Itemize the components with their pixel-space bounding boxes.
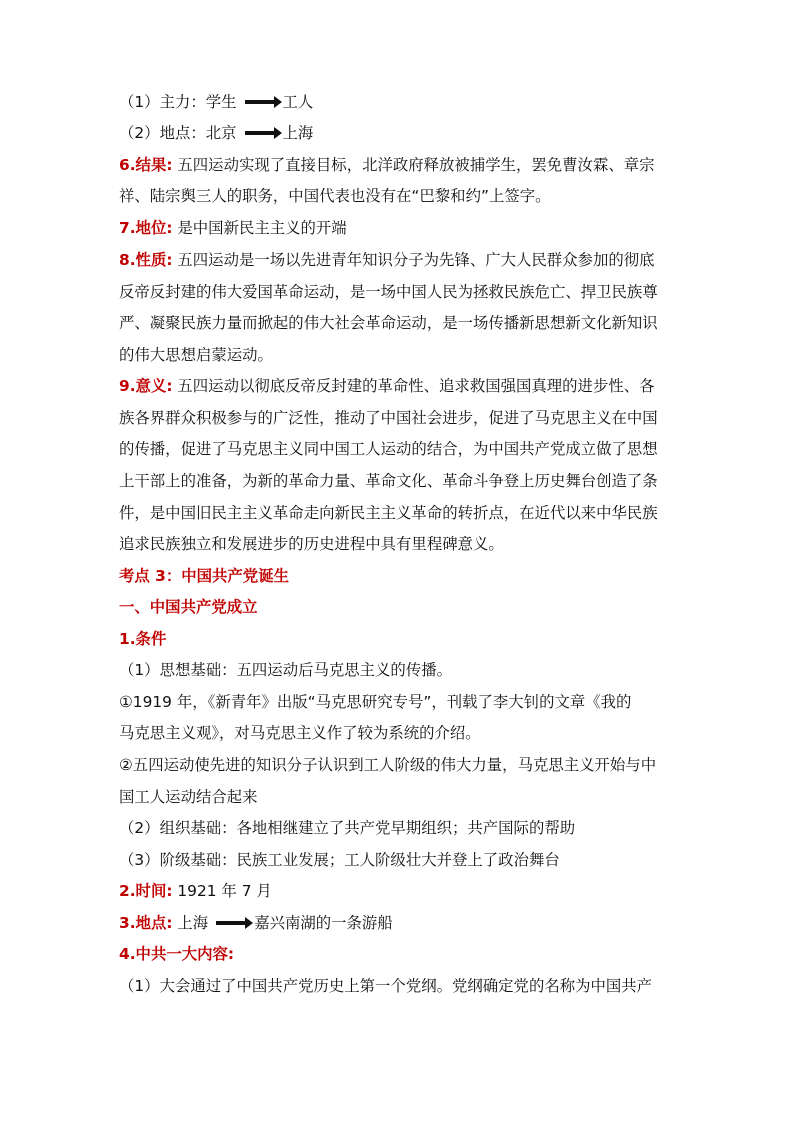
text-line: [119, 566, 679, 586]
heading-text: 4.中共一大内容:: [119, 945, 235, 963]
text-line: [119, 818, 679, 838]
body-text: 工人: [282, 93, 314, 111]
body-text: 件，是中国旧民主主义革命走向新民主主义革命的转折点，在近代以来中华民族: [119, 504, 658, 522]
body-text: 的伟大思想启蒙运动。: [119, 346, 273, 364]
body-text: 反帝反封建的伟大爱国革命运动，是一场中国人民为拯救民族危亡、捍卫民族尊: [119, 283, 658, 301]
text-line: [119, 755, 679, 775]
text-line: [119, 250, 679, 270]
body-text: 马克思主义观》，对马克思主义作了较为系统的介绍。: [119, 724, 481, 742]
heading-text: 7.地位:: [119, 219, 173, 237]
heading-text: 一、中国共产党成立: [119, 598, 258, 616]
text-line: [119, 913, 679, 933]
body-text: （3）阶级基础：民族工业发展；工人阶级壮大并登上了政治舞台: [119, 851, 560, 869]
heading-text: 2.时间:: [119, 882, 173, 900]
body-text: 上海: [282, 124, 314, 142]
body-text: 五四运动是一场以先进青年知识分子为先锋、广大人民群众参加的彻底: [172, 251, 655, 269]
body-text: 严、凝聚民族力量而掀起的伟大社会革命运动，是一场传播新思想新文化新知识: [119, 314, 658, 332]
arrow-right-icon: [216, 921, 246, 925]
body-text: 的传播，促进了马克思主义同中国工人运动的结合，为中国共产党成立做了思想: [119, 440, 658, 458]
text-line: [119, 123, 679, 143]
heading-text: 3.地点:: [119, 914, 173, 932]
text-line: [119, 376, 679, 396]
text-line: [119, 976, 679, 996]
text-line: [119, 439, 679, 459]
body-text: ①1919 年，《新青年》出版“马克思研究专号”，刊载了李大钊的文章《我的: [119, 693, 632, 711]
body-text: 国工人运动结合起来: [119, 788, 258, 806]
body-text: 是中国新民主主义的开端: [172, 219, 347, 237]
text-line: [119, 944, 679, 964]
body-text: （1）主力：学生: [119, 93, 237, 111]
body-text: 祥、陆宗舆三人的职务，中国代表也没有在“巴黎和约”上签字。: [119, 187, 551, 205]
text-line: [119, 692, 679, 712]
text-line: [119, 597, 679, 617]
text-line: [119, 471, 679, 491]
text-line: [119, 186, 679, 206]
heading-text: 9.意义:: [119, 377, 173, 395]
text-line: [119, 282, 679, 302]
heading-text: 8.性质:: [119, 251, 173, 269]
text-line: [119, 218, 679, 238]
body-text: （2）组织基础：各地相继建立了共产党早期组织；共产国际的帮助: [119, 819, 576, 837]
body-text: 五四运动以彻底反帝反封建的革命性、追求救国强国真理的进步性、各: [172, 377, 655, 395]
body-text: （1）大会通过了中国共产党历史上第一个党纲。党纲确定党的名称为中国共产: [119, 977, 653, 995]
heading-text: 考点 3：中国共产党诞生: [119, 567, 289, 585]
body-text: 嘉兴南湖的一条游船: [254, 914, 393, 932]
text-line: [119, 534, 679, 554]
body-text: 族各界群众积极参与的广泛性，推动了中国社会进步，促进了马克思主义在中国: [119, 409, 658, 427]
heading-text: 6.结果:: [119, 156, 173, 174]
text-line: [119, 850, 679, 870]
text-line: [119, 503, 679, 523]
body-text: 上干部上的准备，为新的革命力量、革命文化、革命斗争登上历史舞台创造了条: [119, 472, 658, 490]
text-line: [119, 881, 679, 901]
body-text: 1921 年 7 月: [172, 882, 272, 900]
body-text: ②五四运动使先进的知识分子认识到工人阶级的伟大力量，马克思主义开始与中: [119, 756, 657, 774]
text-line: [119, 92, 679, 112]
text-line: [119, 345, 679, 365]
body-text: （1）思想基础：五四运动后马克思主义的传播。: [119, 661, 452, 679]
heading-text: 1.条件: [119, 630, 167, 648]
body-text: 追求民族独立和发展进步的历史进程中具有里程碑意义。: [119, 535, 504, 553]
text-line: [119, 787, 679, 807]
text-line: [119, 313, 679, 333]
text-line: [119, 723, 679, 743]
text-line: [119, 660, 679, 680]
arrow-right-icon: [245, 131, 275, 135]
text-line: [119, 629, 679, 649]
body-text: 五四运动实现了直接目标，北洋政府释放被捕学生，罢免曹汝霖、章宗: [172, 156, 655, 174]
body-text: （2）地点：北京: [119, 124, 237, 142]
arrow-right-icon: [245, 100, 275, 104]
text-line: [119, 408, 679, 428]
text-line: [119, 155, 679, 175]
body-text: 上海: [172, 914, 209, 932]
